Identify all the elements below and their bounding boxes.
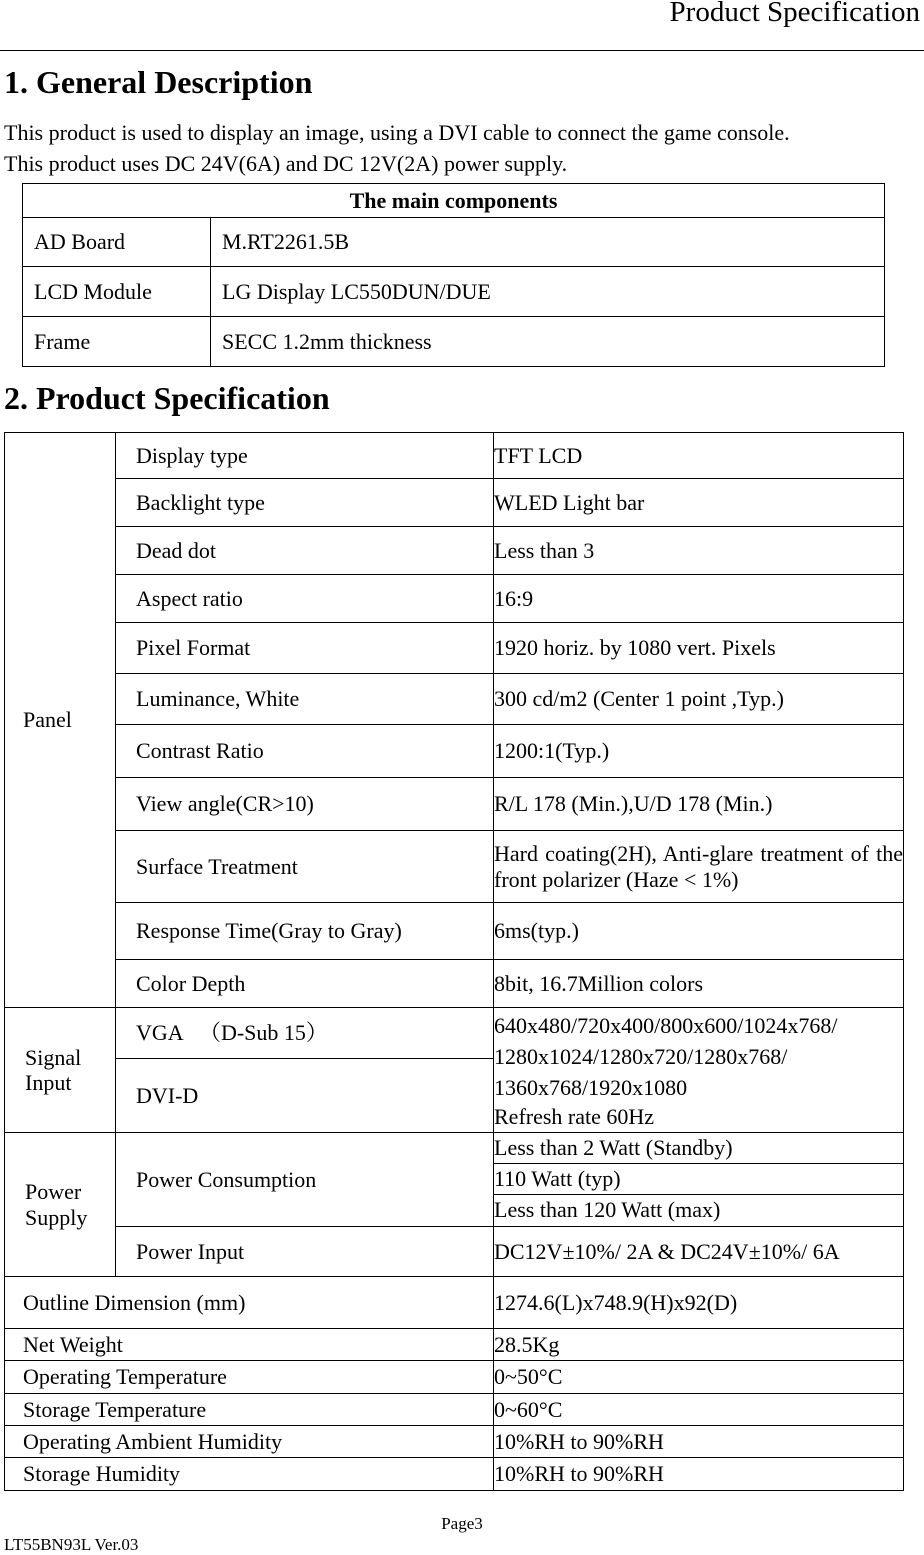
- components-table: [22, 183, 885, 367]
- spec-value: 10%RH to 90%RH: [494, 1426, 904, 1458]
- power-label-line: Power: [25, 1179, 82, 1205]
- spec-value: 16:9: [494, 575, 904, 623]
- spec-name: View angle(CR>10): [116, 778, 494, 831]
- spec-name: Display type: [116, 433, 494, 479]
- spec-name: Operating Ambient Humidity: [5, 1426, 494, 1458]
- signal-label-line: Signal: [25, 1044, 82, 1070]
- description-line-1: This product is used to display an image, using a DVI cable to connect the game console.: [4, 120, 790, 145]
- spec-name: Storage Temperature: [5, 1394, 494, 1426]
- spec-value: TFT LCD: [494, 433, 904, 479]
- header-divider: [0, 50, 924, 51]
- spec-value: DC12V±10%/ 2A & DC24V±10%/ 6A: [494, 1227, 904, 1277]
- component-value: M.RT2261.5B: [211, 218, 885, 267]
- panel-label: Panel: [5, 433, 116, 1008]
- section-2-heading: 2. Product Specification: [4, 380, 330, 416]
- spec-name: Backlight type: [116, 479, 494, 527]
- spec-value: 6ms(typ.): [494, 903, 904, 960]
- power-consumption-line: Less than 2 Watt (Standby): [494, 1133, 903, 1164]
- spec-value: 28.5Kg: [494, 1329, 904, 1361]
- spec-name: Surface Treatment: [116, 831, 494, 903]
- spec-name: DVI-D: [116, 1059, 494, 1133]
- spec-name: Outline Dimension (mm): [5, 1277, 494, 1329]
- power-consumption-line: Less than 120 Watt (max): [494, 1197, 721, 1222]
- spec-value: R/L 178 (Min.),U/D 178 (Min.): [494, 778, 904, 831]
- spec-value: Hard coating(2H), Anti-glare treatment of the front polarizer (Haze < 1%): [494, 831, 904, 903]
- spec-name: Response Time(Gray to Gray): [116, 903, 494, 960]
- spec-value: WLED Light bar: [494, 479, 904, 527]
- spec-name: Color Depth: [116, 960, 494, 1008]
- spec-name: VGA （D-Sub 15）: [116, 1008, 494, 1059]
- signal-input-label: [5, 1008, 116, 1133]
- spec-name: Pixel Format: [116, 623, 494, 674]
- power-supply-label: [5, 1133, 116, 1277]
- document-version: LT55BN93L Ver.03: [4, 1535, 139, 1554]
- spec-value: 10%RH to 90%RH: [494, 1458, 904, 1491]
- power-consumption-values: [494, 1133, 904, 1227]
- power-consumption-line: 110 Watt (typ): [494, 1164, 903, 1195]
- spec-value: 300 cd/m2 (Center 1 point ,Typ.): [494, 674, 904, 725]
- spec-name: Contrast Ratio: [116, 725, 494, 778]
- component-name: LCD Module: [23, 267, 211, 317]
- spec-name: Dead dot: [116, 527, 494, 575]
- signal-label-line: Input: [25, 1070, 72, 1095]
- component-value: LG Display LC550DUN/DUE: [211, 267, 885, 317]
- resolution-line: Refresh rate 60Hz: [494, 1103, 655, 1129]
- spec-value: Less than 3: [494, 527, 904, 575]
- spec-value: 8bit, 16.7Million colors: [494, 960, 904, 1008]
- resolution-line: 1280x1024/1280x720/1280x768/: [494, 1043, 788, 1069]
- spec-value: 1200:1(Typ.): [494, 725, 904, 778]
- page-number: Page3: [441, 1514, 483, 1533]
- spec-value: 0~50°C: [494, 1361, 904, 1394]
- resolution-line: 1360x768/1920x1080: [494, 1074, 688, 1100]
- spec-name: Operating Temperature: [5, 1361, 494, 1394]
- spec-value: 1920 horiz. by 1080 vert. Pixels: [494, 623, 904, 674]
- power-label-line: Supply: [25, 1204, 88, 1230]
- spec-name: Net Weight: [5, 1329, 494, 1361]
- component-value: SECC 1.2mm thickness: [211, 317, 885, 367]
- spec-name: Aspect ratio: [116, 575, 494, 623]
- description-line-2: This product uses DC 24V(6A) and DC 12V(2A) power supply.: [4, 151, 568, 176]
- section-1-heading: 1. General Description: [4, 64, 313, 100]
- spec-table: [4, 432, 904, 1491]
- spec-name: Luminance, White: [116, 674, 494, 725]
- spec-name: Storage Humidity: [5, 1458, 494, 1491]
- resolution-list: [494, 1008, 904, 1133]
- spec-name: Power Input: [116, 1227, 494, 1277]
- spec-value: 0~60°C: [494, 1394, 904, 1426]
- component-name: Frame: [23, 317, 211, 367]
- spec-name: Power Consumption: [116, 1133, 494, 1227]
- page-header-title: Product Specification: [669, 0, 920, 28]
- spec-value: 1274.6(L)x748.9(H)x92(D): [494, 1277, 904, 1329]
- resolution-line: 640x480/720x400/800x600/1024x768/: [494, 1012, 838, 1038]
- components-title: The main components: [23, 184, 885, 218]
- component-name: AD Board: [23, 218, 211, 267]
